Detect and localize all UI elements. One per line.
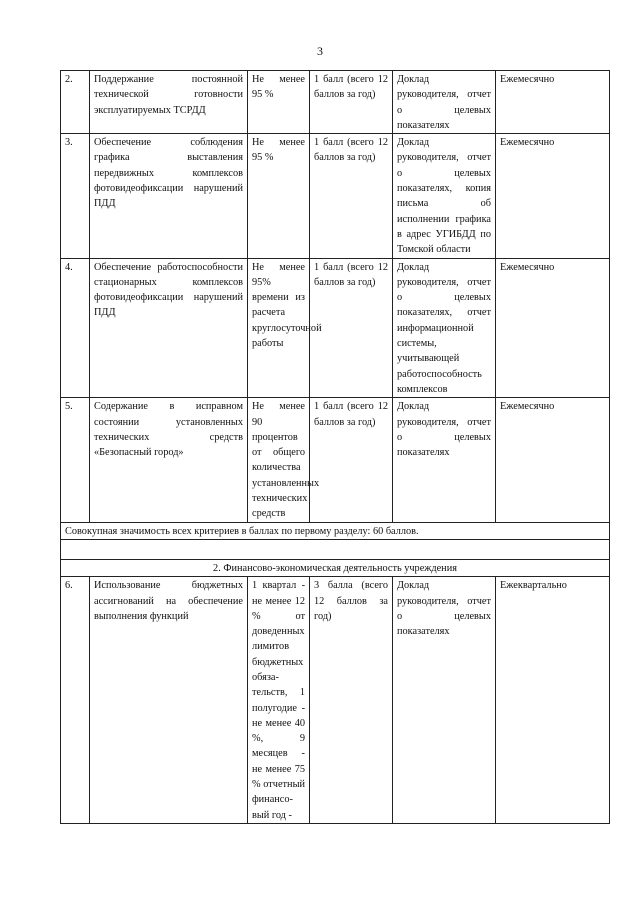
table-row [61,71,610,134]
criterion-value: 1 квартал - не менее 12 % от доведенных лимитов бюджетных обяза-тельств, 1 полугодие - не менее 40 %, 9 месяцев - не менее 75 % отчетный финансо-вый год - [248,577,310,824]
row-number: 3. [61,134,90,258]
spacer-row [61,539,610,559]
table-row [61,398,610,522]
section-summary-row [61,522,610,539]
section-summary: Совокупная значимость всех критериев в баллах по первому разделу: 60 баллов. [61,522,610,539]
criterion-value: Не менее 90 процентов от общего количества установленных технических средств [248,398,310,522]
criterion-name: Обеспечение соблюдения графика выставления передвижных комплексов фотовидеофиксации нарушений ПДД [90,134,248,258]
row-number: 4. [61,258,90,398]
criterion-points: 1 балл (всего 12 баллов за год) [310,398,393,522]
criterion-points: 1 балл (всего 12 баллов за год) [310,71,393,134]
row-number: 5. [61,398,90,522]
criterion-name: Поддержание постоянной технической готовности эксплуатируемых ТСРДД [90,71,248,134]
criterion-points: 1 балл (всего 12 баллов за год) [310,258,393,398]
criterion-source: Доклад руководителя, отчет о целевых показателях [393,577,496,824]
criterion-period: Ежемесячно [496,71,610,134]
criterion-value: Не менее 95 % [248,71,310,134]
spacer-cell [61,539,610,559]
table-row [61,258,610,398]
criterion-period: Ежемесячно [496,398,610,522]
criterion-value: Не менее 95% времени из расчета круглосуточной работы [248,258,310,398]
criteria-table [60,70,610,824]
page-number: 3 [317,44,323,58]
criterion-source: Доклад руководителя, отчет о целевых показателях, копия письма об исполнении графика в адрес УГИБДД по Томской области [393,134,496,258]
criterion-name: Обеспечение работоспособности стационарных комплексов фотовидеофиксации нарушений ПДД [90,258,248,398]
table-row [61,134,610,258]
criterion-period: Ежемесячно [496,258,610,398]
row-number: 2. [61,71,90,134]
criterion-period: Ежеквартально [496,577,610,824]
row-number: 6. [61,577,90,824]
criterion-source: Доклад руководителя, отчет о целевых показателях, отчет информационной системы, учитывающей работоспособность комплексов [393,258,496,398]
criterion-period: Ежемесячно [496,134,610,258]
criterion-name: Содержание в исправном состоянии установленных технических средств «Безопасный город» [90,398,248,522]
criterion-value: Не менее 95 % [248,134,310,258]
criterion-source: Доклад руководителя, отчет о целевых показателях [393,398,496,522]
criterion-name: Использование бюджетных ассигнований на обеспечение выполнения функций [90,577,248,824]
criterion-points: 1 балл (всего 12 баллов за год) [310,134,393,258]
section-heading: 2. Финансово-экономическая деятельность учреждения [61,559,610,576]
section-heading-row [61,559,610,576]
criterion-source: Доклад руководителя, отчет о целевых показателях [393,71,496,134]
table-row [61,577,610,824]
criterion-points: 3 балла (всего 12 баллов за год) [310,577,393,824]
